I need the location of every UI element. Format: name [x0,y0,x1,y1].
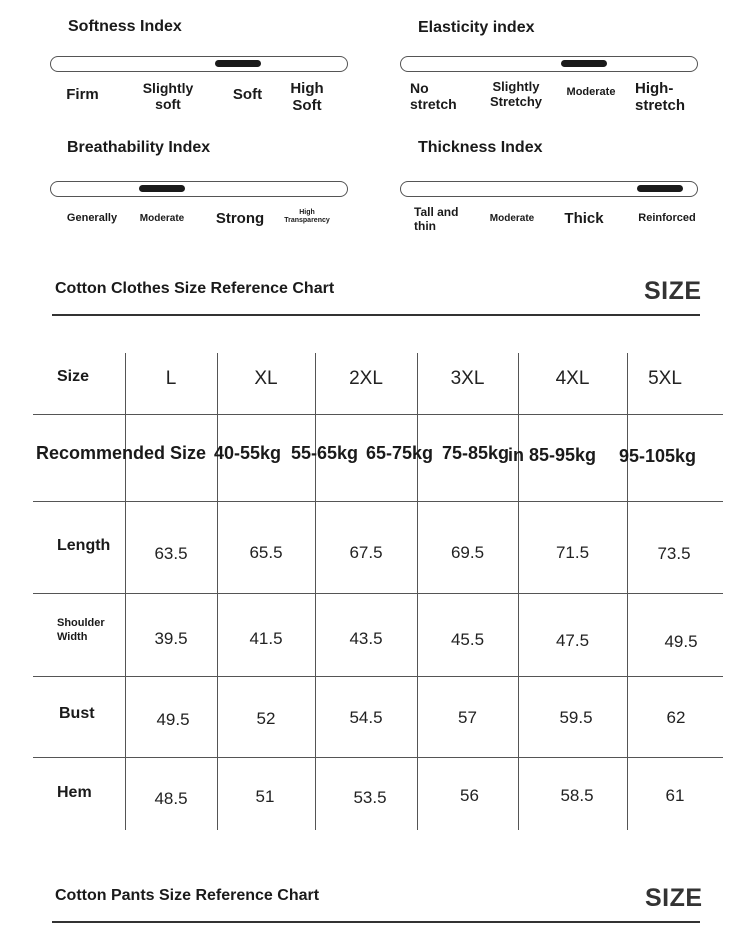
softness-label-firm: Firm [66,86,99,103]
length-value: 65.5 [249,543,283,562]
elasticity-label-no-stretch: No stretch [410,80,457,113]
elasticity-label-high-stretch: High-stretch [635,80,686,115]
length-value: 67.5 [349,543,383,562]
grid-vline [627,353,628,830]
bust-value: 54.5 [349,708,383,727]
breathability-label-strong: Strong [215,210,265,227]
grid-vline [518,353,519,830]
shoulder-width-value: 49.5 [664,632,698,651]
breathability-index-title: Breathability Index [67,139,211,156]
clothes-chart-title: Cotton Clothes Size Reference Chart [55,280,335,297]
bust-value: 57 [458,708,477,727]
length-value: 63.5 [154,544,188,563]
softness-label-soft: Soft [232,86,263,103]
row-label-shoulder-width: Shoulder Width [57,617,105,643]
thickness-label-tall-and-thin: Tall and thin [414,205,459,233]
recommended-weight: 55-65kg [291,443,359,463]
elasticity-label-moderate: Moderate [566,86,616,98]
recommended-weight: 40-55kg [214,443,282,463]
recommended-weight: 95-105kg [619,446,697,466]
grid-hline [33,593,723,594]
thickness-label-reinforced: Reinforced [638,212,696,224]
length-value: 73.5 [657,544,691,563]
hem-value: 48.5 [154,789,188,808]
breathability-label-high-transparency: High Transparency [284,209,330,225]
breathability-level-bar [139,185,185,192]
breathability-label-generally: Generally [66,212,118,224]
elasticity-level-bar [561,60,607,67]
bust-value: 52 [256,709,276,728]
row-label-bust: Bust [59,705,95,722]
softness-level-bar [215,60,261,67]
recommended-size-label: Recommended Size [36,443,207,463]
breathability-slider [50,181,348,197]
hem-value: 53.5 [353,788,387,807]
grid-vline [417,353,418,830]
grid-hline [33,676,723,677]
grid-hline [33,757,723,758]
size-col-header: L [165,368,177,389]
shoulder-width-value: 45.5 [450,630,485,649]
grid-hline [33,414,723,415]
bust-value: 62 [666,708,686,727]
clothes-size-mark: SIZE [644,277,702,305]
size-col-header: XL [254,368,278,389]
hem-value: 61 [665,786,685,805]
elasticity-label-slightly-stretchy: Slightly Stretchy [489,79,543,109]
softness-index-title: Softness Index [68,18,182,35]
thickness-index-title: Thickness Index [418,139,543,156]
softness-label-high-soft: High Soft [290,80,324,115]
softness-label-slightly-soft: Slightly soft [142,80,194,113]
thickness-label-thick: Thick [564,210,604,227]
hem-value: 56 [460,786,479,805]
shoulder-width-value: 39.5 [154,629,188,648]
clothes-chart-rule [52,314,700,316]
grid-vline [217,353,218,830]
elasticity-slider [400,56,698,72]
row-label-hem: Hem [57,784,92,801]
grid-vline [125,353,126,830]
hem-value: 51 [255,787,275,806]
bust-value: 59.5 [559,708,593,727]
thickness-level-bar [637,185,683,192]
recommended-weight: 65-75kg [366,443,434,463]
shoulder-width-value: 43.5 [349,629,383,648]
breathability-label-moderate: Moderate [139,213,185,224]
size-col-header: 4XL [555,368,590,389]
size-col-header: 5XL [648,368,682,389]
recommended-weight: 75-85kg [442,443,510,463]
thickness-label-moderate: Moderate [489,213,535,224]
thickness-slider [400,181,698,197]
pants-chart-rule [52,921,700,923]
row-label-length: Length [57,537,111,554]
shoulder-width-value: 47.5 [555,631,590,650]
length-value: 69.5 [450,543,485,562]
hem-value: 58.5 [560,786,594,805]
recommended-weight: in 85-95kg [508,445,597,465]
softness-slider [50,56,348,72]
pants-size-mark: SIZE [645,884,703,912]
size-col-header: 2XL [349,368,383,389]
grid-vline [315,353,316,830]
size-col-header: 3XL [450,368,485,389]
elasticity-index-title: Elasticity index [418,19,535,36]
bust-value: 49.5 [156,710,190,729]
shoulder-width-value: 41.5 [249,629,283,648]
grid-hline [33,501,723,502]
length-value: 71.5 [555,543,590,562]
pants-chart-title: Cotton Pants Size Reference Chart [55,887,320,904]
size-header-label: Size [57,368,90,385]
